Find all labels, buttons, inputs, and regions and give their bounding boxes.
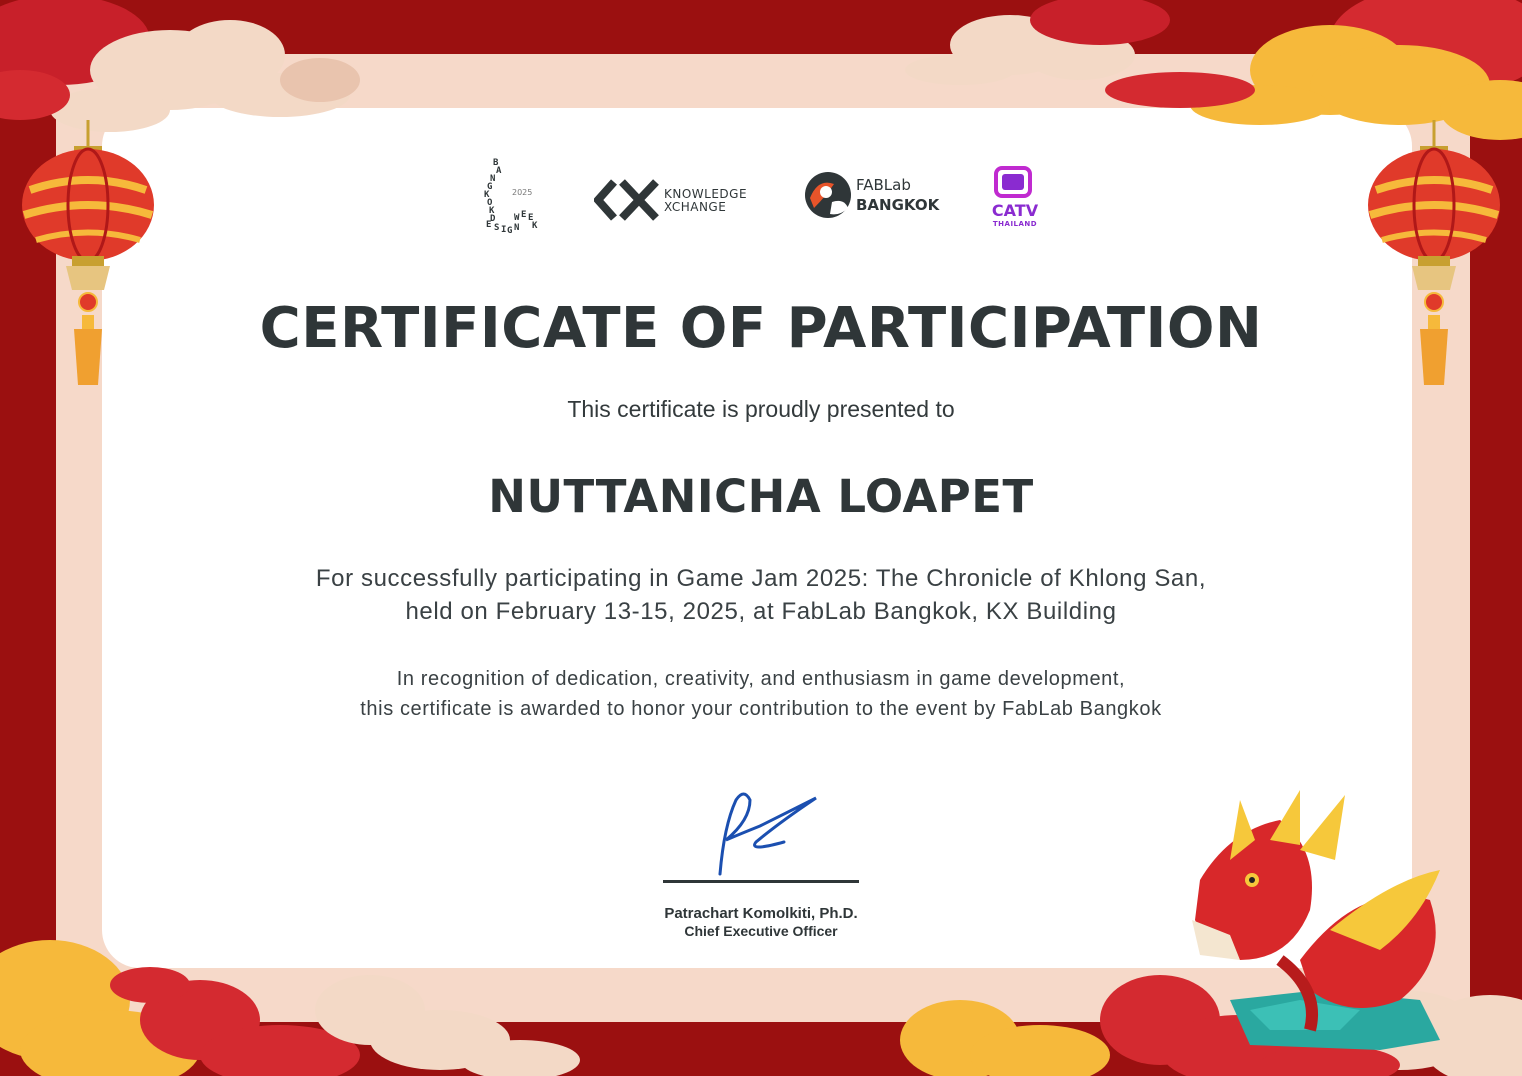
logo-knowledge-xchange xyxy=(594,178,754,222)
cloud-icon xyxy=(0,0,360,132)
cloud-icon xyxy=(0,940,580,1076)
cloud-icon xyxy=(905,0,1522,140)
bdw-letter: E xyxy=(521,210,527,220)
logo-fablab-bangkok xyxy=(804,168,944,222)
bdw-letter: N xyxy=(514,223,520,233)
logo-bangkok-design-week xyxy=(476,154,546,236)
catv-line1: CATV xyxy=(991,201,1039,220)
catv-logo-mark xyxy=(984,164,1046,230)
bdw-letter: K xyxy=(484,190,490,200)
catv-line2: THAILAND xyxy=(992,220,1038,228)
presented-line: This certificate is proudly presented to xyxy=(567,396,955,422)
bdw-letter: E xyxy=(528,213,534,223)
bdw-letter: K xyxy=(532,221,538,231)
recognition-text xyxy=(0,664,1522,724)
bdw-letter: E xyxy=(486,220,492,230)
bdw-letter: S xyxy=(494,223,500,233)
bdw-year: 2025 xyxy=(512,188,533,197)
signer-name: Patrachart Komolkiti, Ph.D. xyxy=(664,905,858,922)
reason-line-2: held on February 13-15, 2025, at FabLab Bangkok, KX Building xyxy=(405,598,1117,625)
recipient-name: NUTTANICHA LOAPET xyxy=(488,470,1034,523)
bdw-letter: W xyxy=(514,213,520,223)
bdw-letter: D xyxy=(490,214,496,224)
fablab-line1: FABLab xyxy=(856,176,911,194)
bdw-letter: G xyxy=(487,182,493,192)
signature-icon xyxy=(700,786,830,882)
fablab-logo-mark xyxy=(804,168,944,222)
certificate-title: CERTIFICATE OF PARTICIPATION xyxy=(259,296,1263,361)
signature-line xyxy=(663,880,859,883)
fablab-line2: BANGKOK xyxy=(856,196,940,214)
signer-role: Chief Executive Officer xyxy=(684,923,838,939)
logo-catv-thailand xyxy=(984,164,1046,230)
recognition-line-2: this certificate is awarded to honor your contribution to the event by FabLab Bangkok xyxy=(360,698,1162,720)
bdw-letter: K xyxy=(489,206,495,216)
bdw-letter: A xyxy=(496,166,502,176)
kx-line1: KNOWLEDGE xyxy=(664,187,748,201)
kx-logo-mark xyxy=(594,178,754,222)
bdw-letter: G xyxy=(507,226,513,236)
reason-line-1: For successfully participating in Game Jam 2025: The Chronicle of Khlong San, xyxy=(315,565,1207,592)
recognition-line-1: In recognition of dedication, creativity, and enthusiasm in game development, xyxy=(396,668,1126,690)
participation-reason xyxy=(0,562,1522,628)
kx-line2: XCHANGE xyxy=(664,200,727,214)
bdw-letter: N xyxy=(490,174,496,184)
bdw-letter: B xyxy=(493,158,499,168)
bdw-letter: O xyxy=(487,198,493,208)
bdw-logo-mark xyxy=(476,154,546,236)
bdw-letter: I xyxy=(501,225,507,235)
